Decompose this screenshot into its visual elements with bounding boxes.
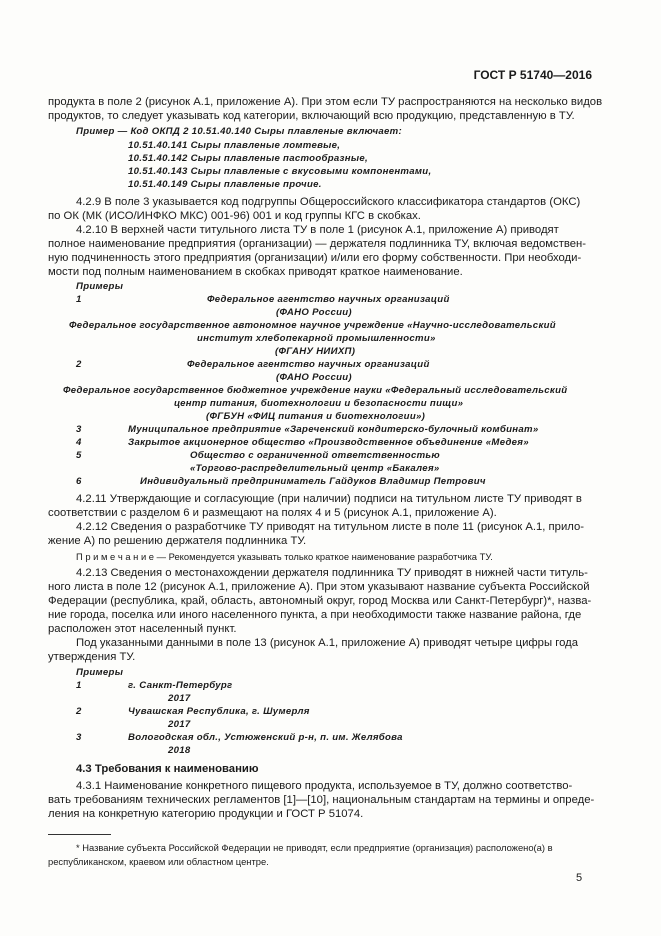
text-line: 6	[76, 476, 82, 487]
text-line: 5	[76, 450, 82, 461]
text-line: мости под полным наименованием в скобках приводят краткое наименование.	[48, 266, 463, 278]
text-line: ного листа в поле 12 (рисунок А.1, приложение А). При этом указывают название субъекта Российской	[48, 581, 590, 593]
text-line: по ОК (МК (ИСО/ИНФКО МКС) 001-96) 001 и код группы КГС в скобках.	[48, 210, 421, 222]
text-line: Примеры	[76, 281, 124, 292]
text-line: * Название субъекта Российской Федерации не приводят, если предприятие (организация) расположено(а) в	[76, 842, 553, 853]
text-line: полное наименование предприятия (организации) — держателя подлинника ТУ, включая ведомствен-	[48, 238, 587, 250]
text-line: Пример — Код ОКПД 2 10.51.40.140 Сыры плавленые включает:	[76, 126, 402, 137]
text-line: 1	[76, 294, 82, 305]
text-line: Федеральное государственное бюджетное учреждение науки «Федеральный исследовательский	[63, 385, 568, 396]
text-line: Федеральное государственное автономное научное учреждение «Научно-исследовательский	[69, 320, 556, 331]
text-line: Вологодская обл., Устюженский р-н, п. им. Желябова	[128, 732, 403, 743]
text-line: 10.51.40.149 Сыры плавленые прочие.	[128, 179, 322, 190]
text-line: 3	[76, 424, 82, 435]
text-line: Закрытое акционерное общество «Производственное объединение «Медея»	[128, 437, 529, 448]
text-line: Чувашская Республика, г. Шумерля	[128, 706, 310, 717]
text-line: (ФАНО России)	[276, 372, 352, 383]
text-line: 10.51.40.141 Сыры плавленые ломтевые,	[128, 140, 341, 151]
text-line: 4	[76, 437, 82, 448]
text-line: Общество с ограниченной ответственностью	[190, 450, 441, 461]
text-line: центр питания, биотехнологии и безопасности пищи»	[174, 398, 464, 409]
text-line: 2018	[168, 745, 191, 756]
footnote-separator	[48, 834, 111, 835]
text-line: «Торгово-распределительный центр «Бакалея»	[190, 463, 440, 474]
text-line: 4.2.10 В верхней части титульного листа ТУ в поле 1 (рисунок А.1, приложение А) приводят	[76, 224, 559, 236]
text-line: Индивидуальный предприниматель Гайдуков Владимир Петрович	[140, 476, 486, 487]
text-line: ную подчиненность этого предприятия (организации) и/или его форму собственности. При необходи-	[48, 252, 582, 264]
text-line: (ФГАНУ НИИХП)	[275, 346, 356, 357]
text-line: институт хлебопекарной промышленности»	[197, 333, 436, 344]
text-line: расположен этот населенный пункт.	[48, 623, 237, 635]
text-line: Федеральное агентство научных организаций	[187, 359, 430, 370]
text-line: 4.3 Требования к наименованию	[76, 763, 259, 775]
text-line: 4.2.9 В поле 3 указывается код подгруппы Общероссийского классификатора стандартов (ОКС)	[76, 196, 581, 208]
page-number: 5	[576, 872, 583, 884]
text-line: жение А) по решению держателя подлинника ТУ.	[48, 535, 307, 547]
text-line: 1	[76, 680, 82, 691]
text-line: 3	[76, 732, 82, 743]
text-line: утверждения ТУ.	[48, 651, 136, 663]
text-line: г. Санкт-Петербург	[128, 680, 233, 691]
text-line: республиканском, краевом или областном центре.	[48, 856, 269, 867]
text-line: вать требованиям технических регламентов [1]—[10], национальным стандартам на термины и опреде-	[48, 794, 595, 806]
text-line: Муниципальное предприятие «Зареченский кондитерско-булочный комбинат»	[128, 424, 539, 435]
text-line: 10.51.40.143 Сыры плавленые с вкусовыми компонентами,	[128, 166, 432, 177]
text-line: Федерации (республика, край, область, автономный округ, город Москва или Санкт-Петербург)*, назва-	[48, 595, 592, 607]
text-line: 4.2.12 Сведения о разработчике ТУ приводят на титульном листе в поле 11 (рисунок А.1, прило-	[76, 521, 585, 533]
text-line: 2017	[168, 719, 191, 730]
text-line: (ФГБУН «ФИЦ питания и биотехнологии»)	[206, 411, 426, 422]
document-id-header: ГОСТ Р 51740—2016	[473, 68, 592, 82]
text-line: 2	[76, 706, 82, 717]
text-line: Федеральное агентство научных организаций	[207, 294, 450, 305]
text-line: ние города, поселка или иного населенного пункта, а при необходимости также название района, где	[48, 609, 582, 621]
text-line: Под указанными данными в поле 13 (рисунок А.1, приложение А) приводят четыре цифры года	[76, 637, 578, 649]
text-line: ления на конкретную категорию продукции и ГОСТ Р 51074.	[48, 808, 364, 820]
text-line: 4.2.11 Утверждающие и согласующие (при наличии) подписи на титульном листе ТУ приводят в	[76, 493, 582, 505]
text-line: 2	[76, 359, 82, 370]
text-line: продуктов, то следует указывать код категории, включающий всю продукцию, представленную в ТУ.	[48, 110, 575, 122]
text-line: 4.2.13 Сведения о местонахождении держателя подлинника ТУ приводят в нижней части титуль-	[76, 567, 588, 579]
text-line: 10.51.40.142 Сыры плавленые пастообразные,	[128, 153, 368, 164]
text-line: продукта в поле 2 (рисунок А.1, приложение А). При этом если ТУ распространяются на несколько видов	[48, 96, 603, 108]
text-line: 2017	[168, 693, 191, 704]
text-line: 4.3.1 Наименование конкретного пищевого продукта, используемое в ТУ, должно соответство-	[76, 780, 573, 792]
text-line: П р и м е ч а н и е — Рекомендуется указывать только краткое наименование разработчика ТУ.	[76, 551, 493, 562]
text-line: (ФАНО России)	[276, 307, 352, 318]
text-line: Примеры	[76, 667, 124, 678]
text-line: соответствии с разделом 6 и размещают на полях 4 и 5 (рисунок А.1, приложение А).	[48, 507, 497, 519]
